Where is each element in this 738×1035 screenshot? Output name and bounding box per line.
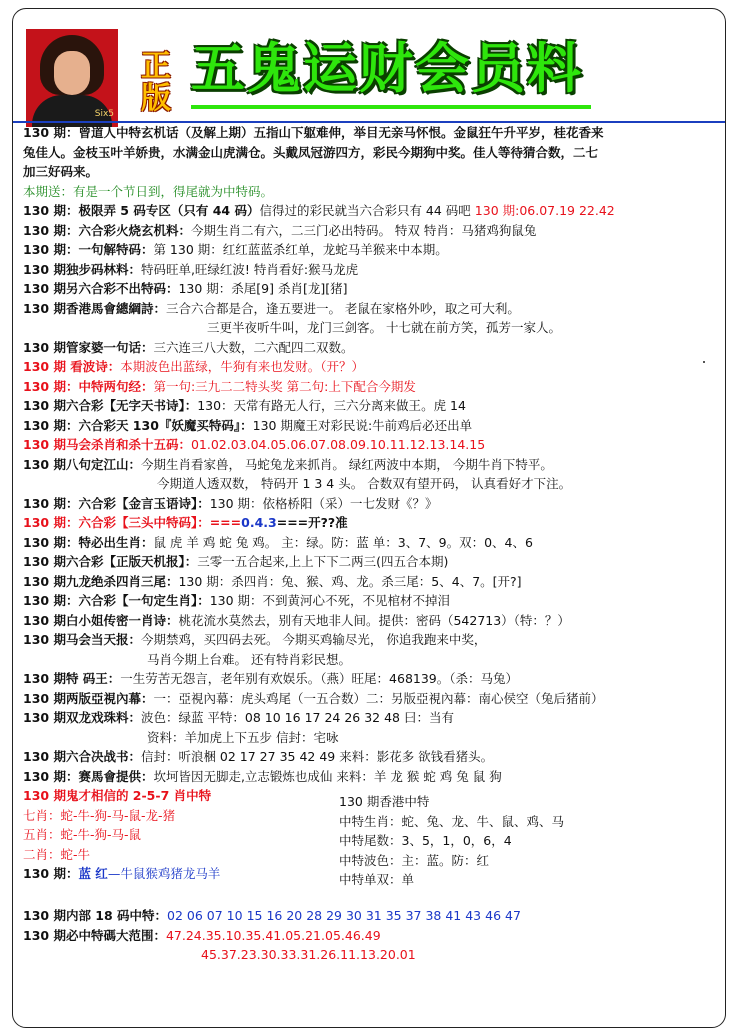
line-dubu: 130 期独步码林料：特码旺单,旺绿红波! 特肖看好:猴马龙虎 — [23, 261, 359, 277]
line-riddle-1: 130 期：曾道人中特玄机话（及解上期）五指山下躯难伸，举目无亲马怀恨。金鼠狂午升平岁，桂花香来 — [23, 125, 604, 140]
hk-special-oddeven: 中特单双：单 — [339, 872, 415, 887]
page-title: 五鬼运财会员料 — [191, 37, 583, 100]
line-housekeeper: 130 期管家婆一句话：三六连三八大数，二六配四二双数。 — [23, 339, 354, 355]
line-no-special: 130 期另六合彩不出特码：130 期：杀尾[9] 杀肖[龙][猪] — [23, 281, 348, 296]
line-code-king: 130 期特 码王：一生劳苦无怨言，老年别有欢娱乐。（燕）旺尾：468139。（杀：马兔） — [23, 671, 519, 686]
line-miss-bai: 130 期白小姐传密一肖诗：桃花流水莫然去，别有天地非人间。提供：密码（542713）（特：？） — [23, 612, 570, 628]
zhengban-badge — [141, 51, 177, 115]
line-must-range-2: 45.37.23.30.33.31.26.11.13.20.01 — [201, 947, 416, 962]
line-eight-sentences: 130 期八句定江山：今期生肖看家兽， 马蛇兔龙来抓肖。 绿红两波中本期， 今期牛肖下特平。 — [23, 456, 553, 472]
ghost-seven: 七肖：蛇-牛-狗-马-鼠-龙-猪 — [23, 807, 176, 823]
hk-special-block — [339, 792, 669, 890]
line-jockey-club: 130 期：赛馬會提供：坎坷皆因无脚走,立志锻炼也成仙 来料：羊 龙 猴 蛇 鸡 兔 鼠 狗 — [23, 768, 502, 784]
ghost-five: 五肖：蛇-牛-狗-马-鼠 — [23, 827, 142, 842]
line-daily-report: 130 期马会当天报：今期禁鸡，买四码去死。 今期买鸡输尽光， 你追我跑来中奖， — [23, 632, 487, 647]
line-nine-dragons: 130 期九龙绝杀四肖三尾：130 期：杀四肖：兔、猴、鸡、龙。杀三尾：5、4、7。[开?] — [23, 573, 522, 589]
line-one-sentence: 130 期：一句解特码：第 130 期：红红蓝蓝杀红单，龙蛇马羊猴来中本期。 — [23, 242, 448, 257]
line-twin-dragons-2: 资料：羊加虎上下五步 信封：宅咏 — [147, 729, 339, 745]
hk-special-zodiac: 中特生肖：蛇、兔、龙、牛、鼠、鸡、马 — [339, 813, 565, 829]
line-inner-18: 130 期内部 18 码中特：02 06 07 10 15 16 20 28 29 30 31 35 37 38 41 43 46 47 — [23, 908, 521, 923]
ghost-257-title: 130 期鬼才相信的 2-5-7 肖中特 — [23, 788, 212, 803]
line-daily-report-2: 马肖今期上台难。 还有特肖彩民想。 — [147, 651, 351, 667]
line-hk-poem: 130 期香港馬會總綱詩：三合六合都是合，逢五要进一。 老鼠在家格外吵，取之可大利。 — [23, 300, 520, 316]
line-riddle-2: 兔佳人。金枝玉叶羊娇贵，水满金山虎满仓。头戴凤冠游四方，彩民今期狗中奖。佳人等待猜合数，二七 — [23, 144, 599, 160]
line-fire: 130 期：六合彩火烧玄机料：今期生肖二有六，二三门必出特码。 特双 特肖：马猪鸡狗鼠兔 — [23, 222, 537, 238]
line-two-sentences: 130 期：中特两句经：第一句:三九二二特头奖 第二句:上下配合今期发 — [23, 378, 416, 394]
line-eight-sentences-2: 今期道人透双数， 特码开 1 3 4 头。 合数双有望开码， 认真看好才下注。 — [157, 476, 572, 491]
line-riddle-3: 加三好码来。 — [23, 164, 99, 179]
line-twin-dragons: 130 期双龙戏珠料：波色：绿蓝 平特：08 10 16 17 24 26 32 48 曰：当有 — [23, 710, 454, 725]
ghost-blue-red: 130 期：蓝 红—牛鼠猴鸡猪龙马羊 — [23, 866, 221, 881]
line-atv-inside: 130 期两版亞視內幕：一：亞視內幕：虎头鸡尾（一五合数）二：另版亞視內幕：南心侯空（兔后猪前） — [23, 690, 604, 706]
hk-special-title: 130 期香港中特 — [339, 794, 430, 809]
line-must-range: 130 期必中特碼大范围：47.24.35.10.35.41.05.21.05.46.49 — [23, 927, 381, 943]
photo-watermark: Six5 — [94, 109, 114, 119]
content-body — [23, 123, 723, 965]
line-gift: 本期送：有是一个节日到，得尾就为中特码。 — [23, 183, 274, 199]
ghost-two: 二肖：蛇-牛 — [23, 846, 91, 862]
line-battle-book: 130 期六合决战书：信封：听浪梱 02 17 27 35 42 49 来料：影花多 欲钱看猪头。 — [23, 749, 494, 764]
line-tianji: 130 期六合彩【正版天机报】：三零一五合起来,上上下下二两三(四五合本期) — [23, 554, 449, 569]
line-kill-15: 130 期马会杀肖和杀十五码：01.02.03.04.05.06.07.08.09.10.11.12.13.14.15 — [23, 437, 486, 452]
ghost-257-block — [23, 786, 353, 884]
portrait-photo — [26, 29, 118, 127]
two-column-block — [23, 786, 723, 906]
line-hk-poem-2: 三更半夜听牛叫，龙门三剑客。 十七就在前方笑，孤芳一家人。 — [207, 320, 561, 335]
line-demon: 130 期：六合彩天 130『妖魔买特码』：130 期魔王对彩民说:牛前鸡后必还出单 — [23, 417, 473, 433]
badge-char-1: 正 — [141, 49, 171, 84]
line-golden-words: 130 期：六合彩【金言玉语诗】：130 期：依格桥阳（采）一七发财《？》 — [23, 495, 438, 511]
title-underline — [191, 105, 591, 109]
line-one-zodiac: 130 期：六合彩【一句定生肖】：130 期：不到黄河心不死，不见棺材不掉泪 — [23, 593, 451, 608]
line-must-zodiac: 130 期：特必出生肖：鼠 虎 羊 鸡 蛇 兔 鸡。 主：绿。防：蓝 单：3、7、9。双：0、4、6 — [23, 534, 533, 550]
line-limit-5: 130 期：极限弄 5 码专区（只有 44 码）信得过的彩民就当六合彩只有 44 码吧 130 期:06.07.19 22.42 — [23, 203, 615, 218]
line-wordless-book: 130 期六合彩【无字天书诗】：130：天常有路无人行，三六分离来做王。虎 14 — [23, 398, 466, 413]
hk-special-wave: 中特波色：主：蓝。防：红 — [339, 852, 490, 868]
line-three-heads: 130 期：六合彩【三头中特码】：===0.4.3===开??准 — [23, 515, 348, 530]
hk-special-tail: 中特尾数：3、5，1，0，6，4 — [339, 833, 512, 848]
page-frame — [12, 8, 726, 1028]
badge-char-2: 版 — [141, 81, 171, 116]
line-wave-poem: 130 期 看波诗：本期波色出蓝绿，牛狗有来也发财。（开？） — [23, 359, 365, 374]
